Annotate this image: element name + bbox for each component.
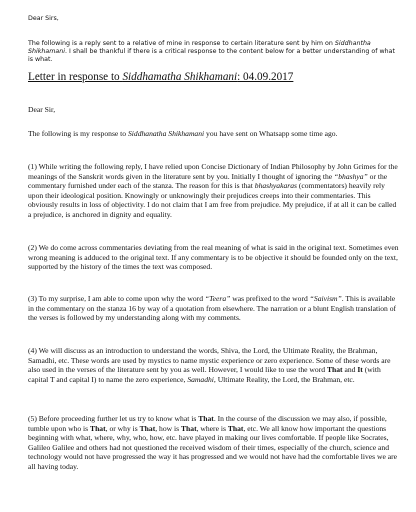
paragraph-5-that-1: That [198,414,214,423]
letter-salutation: Dear Sir, [28,105,56,114]
paragraph-5-that-3: That [139,423,156,433]
paragraph-5-that-4: That [180,423,197,433]
email-intro [28,40,400,65]
paragraph-1-text-b: or the commentary furnished under each of the stanza. The reason for this is that [28,171,388,191]
letter-title-work: Siddhamatha Shikhamani [122,71,238,83]
paragraph-1-text-a: (1) While writing the following reply, I have relied upon Concise Dictionary of Indian Philosophy by John Grimes for the meanings of the Sanskrit words given in the literature sent by you. Initially I thought of ignoring the [28,162,398,181]
paragraph-3 [28,294,400,323]
paragraph-3-text-b: was prefixed to the word [230,294,310,303]
paragraph-5-text-a: (5) Before proceeding further let us try to know what is [28,414,199,423]
paragraph-4-that: That [326,365,343,375]
paragraph-4-text-c: , Ultimate Reality, the Lord, the Brahman, etc. [213,374,355,384]
paragraph-5-text-e: , where is [196,423,228,433]
letter-title-date: : 04.09.2017 [237,71,294,83]
paragraph-3-teera: “Teera” [204,294,231,303]
paragraph-4 [28,346,400,384]
paragraph-opening-work: Siddhanatha Shikhamani [127,129,205,138]
paragraph-2: (2) We do come across commentaries deviating from the real meaning of what is said in the original text. Sometimes even wrong meaning is adduced to the original text. If any commentary is to be objective it should be founded only on the text, supported by the history of the times the text was composed. [28,243,399,272]
paragraph-5-that-2: That [90,423,106,433]
paragraph-5-that-5: That [227,423,244,433]
paragraph-3-saivism: “Saivism” [309,294,342,303]
letter-title [28,71,400,84]
paragraph-5-text-b: . In the course of the discussion we may also, if possible, tumble upon who is [28,414,387,433]
paragraph-5-text-d: , how is [155,423,181,433]
paragraph-3-text-a: (3) To my surprise, I am able to come upon why the word [28,294,205,303]
paragraph-1-bhashya: “bhashya” [334,171,368,181]
paragraph-4-text-a: (4) We will discuss as an introduction to understand the words, Shiva, the Lord, the Ultimate Reality, the Brahman, Samadhi, etc. These words are used by mystics to name mystic experience or zero experience. Some of these words are also used in the verses of the literature sent by you as well. However, I would like to use the word [28,346,391,375]
paragraph-4-text-b: (with capital T and capital I) to name the zero experience, [28,365,381,384]
paragraph-opening-text-a: The following is my response to [28,129,128,138]
intro-text-b: . I shall be thankful if there is a critical response to the content below for a better understanding of what is what. [28,48,395,64]
intro-work-title: Siddhantha Shikhamani [28,40,371,56]
paragraph-4-and: and [342,365,358,375]
paragraph-opening [28,129,400,139]
paragraph-opening-text-b: you have sent on Whatsapp some time ago. [204,129,338,138]
paragraph-3-text-c: . This is available in the commentary on the stanza 16 by way of a quotation from elsewhere. The narration or a blunt English translation of the verses is followed by my understanding along with my comments. [28,294,397,323]
email-salutation: Dear Sirs, [28,15,59,22]
paragraph-4-samadhi: Samadhi [187,374,214,384]
paragraph-1 [28,162,400,220]
paragraph-1-text-c: (commentators) heavily rely upon their ideological position. Knowingly or unknowingly their prejudices creeps into their commentaries. This obviously results in loss of objectivity. I do not claim that I am free from prejudice. My prejudice, if at all it can be called a prejudice, is anchored in dignity and equality. [28,181,397,219]
intro-text-a: The following is a reply sent to a relative of mine in response to certain literature sent by him on [28,40,335,47]
paragraph-5-text-c: , or why is [105,423,140,433]
paragraph-5-text-f: , etc. We all know how important the questions beginning with what, where, why, who, how, etc. have played in making our lives comfortable. If people like Socrates, Galileo Galilee and others had not questioned the received wisdom of their times, especially of the church, science and technology would not have progressed the way it has progressed and we would not have had the comfortable lives we are all having today. [28,423,398,471]
paragraph-4-it: It [357,365,363,375]
letter-title-prefix: Letter in response to [28,71,123,83]
paragraph-1-bhashyakaras: bhashyakaras [254,181,297,191]
paragraph-5 [28,414,400,472]
